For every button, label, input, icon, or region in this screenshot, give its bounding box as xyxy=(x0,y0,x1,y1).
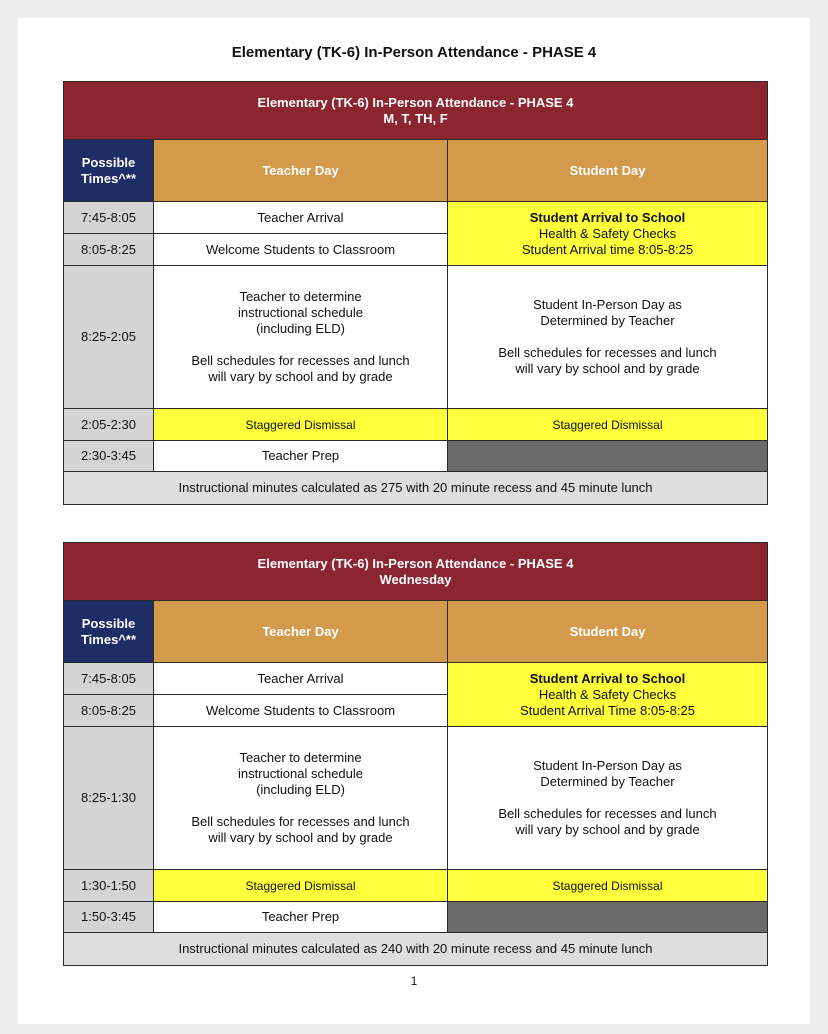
student-block-cell xyxy=(448,266,768,409)
student-block-line: Bell schedules for recesses and lunch xyxy=(498,345,717,360)
staggered-dismissal-student: Staggered Dismissal xyxy=(448,409,768,441)
student-block-cell xyxy=(448,727,768,870)
student-block-line: Student In-Person Day as xyxy=(533,758,682,773)
student-day-header: Student Day xyxy=(448,140,768,202)
time-cell: 2:30-3:45 xyxy=(64,441,154,472)
time-cell: 1:50-3:45 xyxy=(64,902,154,933)
teacher-cell: Teacher Arrival xyxy=(154,202,448,234)
arrival-time-text: Student Arrival time 8:05-8:25 xyxy=(521,241,694,257)
document-title: Elementary (TK-6) In-Person Attendance - PHASE 4 xyxy=(231,44,597,61)
time-cell: 8:25-2:05 xyxy=(64,266,154,409)
time-cell: 7:45-8:05 xyxy=(64,202,154,234)
teacher-cell: Teacher Prep xyxy=(154,441,448,472)
time-cell: 7:45-8:05 xyxy=(64,663,154,695)
schedule-table-wednesday xyxy=(63,542,768,966)
teacher-block-line: (including ELD) xyxy=(256,321,345,336)
teacher-day-header: Teacher Day xyxy=(154,140,448,202)
student-arrival-cell xyxy=(448,202,768,266)
teacher-block-line: (including ELD) xyxy=(256,782,345,797)
teacher-cell: Welcome Students to Classroom xyxy=(154,695,448,727)
staggered-dismissal-teacher: Staggered Dismissal xyxy=(154,870,448,902)
teacher-block-cell xyxy=(154,266,448,409)
document-page xyxy=(18,18,810,1024)
empty-student-cell xyxy=(448,441,768,472)
student-block-line: Determined by Teacher xyxy=(540,313,675,328)
staggered-dismissal-student: Staggered Dismissal xyxy=(448,870,768,902)
possible-times-label: Possible xyxy=(81,154,136,170)
arrival-time-text: Student Arrival Time 8:05-8:25 xyxy=(520,702,695,718)
possible-times-label: Times^** xyxy=(80,631,137,647)
student-block-line: will vary by school and by grade xyxy=(515,822,700,837)
teacher-block-line: will vary by school and by grade xyxy=(208,830,393,845)
possible-times-label: Times^** xyxy=(80,170,137,186)
time-cell: 8:25-1:30 xyxy=(64,727,154,870)
staggered-dismissal-teacher: Staggered Dismissal xyxy=(154,409,448,441)
table-heading-days: M, T, TH, F xyxy=(383,110,448,126)
table-heading xyxy=(64,543,768,601)
teacher-block-line: will vary by school and by grade xyxy=(208,369,393,384)
empty-student-cell xyxy=(448,902,768,933)
possible-times-header xyxy=(64,140,154,202)
student-block-line: Bell schedules for recesses and lunch xyxy=(498,806,717,821)
health-checks-text: Health & Safety Checks xyxy=(538,225,677,241)
teacher-day-header: Teacher Day xyxy=(154,601,448,663)
student-arrival-title: Student Arrival to School xyxy=(529,209,686,225)
teacher-block-line: Teacher to determine xyxy=(239,289,362,304)
teacher-block-line: instructional schedule xyxy=(237,305,364,320)
student-arrival-cell xyxy=(448,663,768,727)
teacher-block-line: Teacher to determine xyxy=(239,750,362,765)
time-cell: 2:05-2:30 xyxy=(64,409,154,441)
teacher-block-line: Bell schedules for recesses and lunch xyxy=(191,353,410,368)
teacher-cell: Teacher Prep xyxy=(154,902,448,933)
teacher-block-line: instructional schedule xyxy=(237,766,364,781)
student-block-line: Student In-Person Day as xyxy=(533,297,682,312)
time-cell: 8:05-8:25 xyxy=(64,234,154,266)
table-heading-title: Elementary (TK-6) In-Person Attendance - PHASE 4 xyxy=(257,555,574,571)
teacher-cell: Welcome Students to Classroom xyxy=(154,234,448,266)
student-arrival-title: Student Arrival to School xyxy=(529,670,686,686)
teacher-block-cell xyxy=(154,727,448,870)
time-cell: 1:30-1:50 xyxy=(64,870,154,902)
page-number: 1 xyxy=(410,974,418,988)
table-heading-days: Wednesday xyxy=(379,571,452,587)
teacher-cell: Teacher Arrival xyxy=(154,663,448,695)
possible-times-label: Possible xyxy=(81,615,136,631)
time-cell: 8:05-8:25 xyxy=(64,695,154,727)
schedule-table-mttf xyxy=(63,81,768,505)
table-heading-title: Elementary (TK-6) In-Person Attendance - PHASE 4 xyxy=(257,94,574,110)
possible-times-header xyxy=(64,601,154,663)
health-checks-text: Health & Safety Checks xyxy=(538,686,677,702)
student-day-header: Student Day xyxy=(448,601,768,663)
student-block-line: Determined by Teacher xyxy=(540,774,675,789)
teacher-block-line: Bell schedules for recesses and lunch xyxy=(191,814,410,829)
instructional-minutes-note: Instructional minutes calculated as 240 with 20 minute recess and 45 minute lunch xyxy=(64,933,768,966)
instructional-minutes-note: Instructional minutes calculated as 275 with 20 minute recess and 45 minute lunch xyxy=(64,472,768,505)
table-heading xyxy=(64,82,768,140)
student-block-line: will vary by school and by grade xyxy=(515,361,700,376)
